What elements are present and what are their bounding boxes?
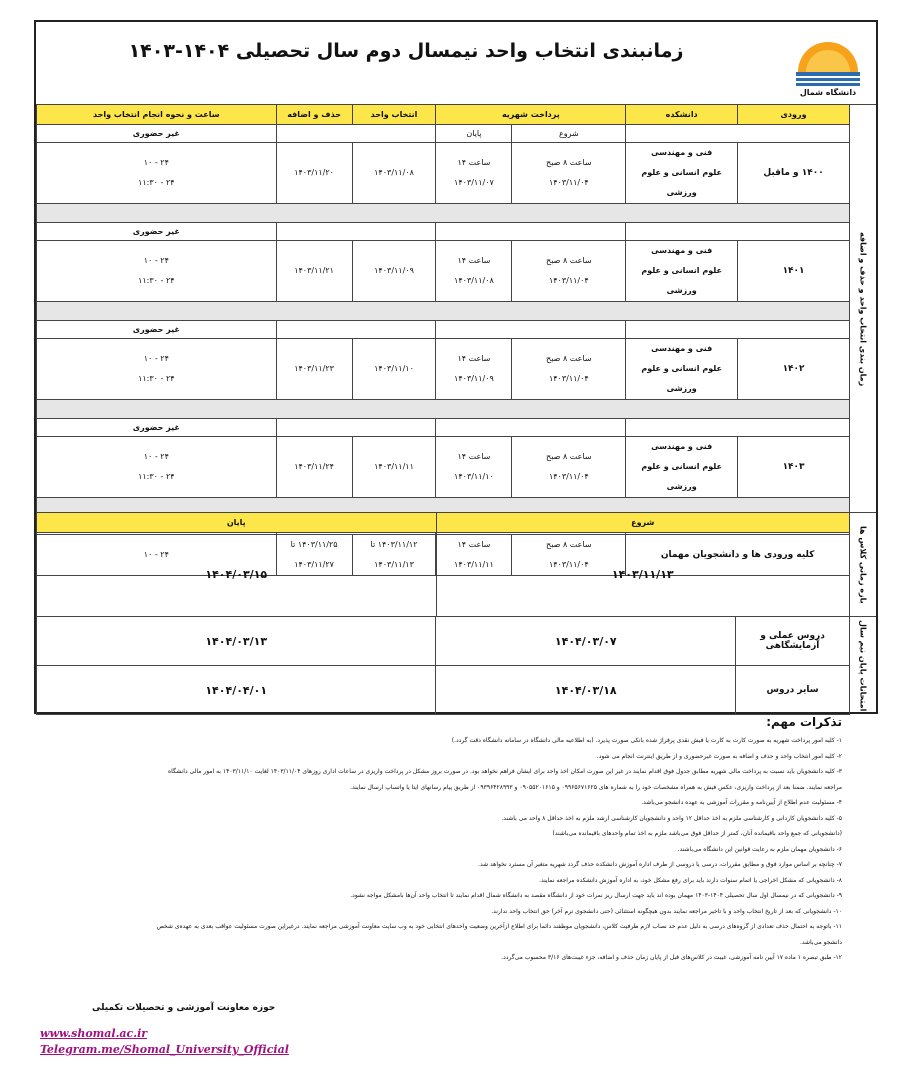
exam-other-start: ۱۴۰۴/۰۳/۱۸ — [436, 666, 736, 715]
blank-cell — [626, 223, 850, 241]
payment-end-cell — [436, 143, 512, 204]
table-row — [37, 437, 850, 498]
cell-line: ساعت ۱۴ — [457, 256, 491, 265]
cell-line: فنی و مهندسی — [651, 246, 713, 255]
cell-line: ۱۴۰۳/۱۱/۰۴ — [548, 178, 589, 187]
table-row — [37, 241, 850, 302]
classes-start-label: شروع — [436, 513, 850, 533]
cell-line: علوم انسانی و علوم ورزشی — [641, 168, 722, 197]
payment-start-cell — [512, 143, 626, 204]
faculty-cell — [626, 437, 738, 498]
cell-line: ۱۴۰۳/۱۱/۰۷ — [454, 178, 494, 187]
add-drop-cell — [276, 143, 352, 204]
method-row — [37, 125, 850, 143]
notes-section — [38, 715, 842, 966]
cell-line: ۱۴۰۳/۱۱/۰۹ — [454, 374, 494, 383]
cell-line: ساعت ۸ صبح — [546, 256, 592, 265]
cell-line: ۱۴۰۳/۱۱/۰۸ — [374, 168, 414, 177]
cell-line: فنی و مهندسی — [651, 148, 713, 157]
cell-line: ۱۴۰۳/۱۱/۲۰ — [294, 168, 334, 177]
entry-cell: کلیه ورودی ها و دانشجویان مهمان — [626, 535, 850, 576]
notes-title: تذکرات مهم: — [766, 715, 842, 729]
note-item: ۲- کلیه امور انتخاب واحد و حذف و اضافه به صورت غیرحضوری و از طریق اینترنت انجام می شود. — [596, 752, 842, 760]
exam-practical-start: ۱۴۰۴/۰۳/۰۷ — [436, 617, 736, 666]
department-name: حوزه معاونت آموزشی و تحصیلات تکمیلی — [92, 1003, 276, 1013]
cell-line: ساعت ۸ صبح — [546, 452, 592, 461]
note-item: ۳- کلیه دانشجویان باید نسبت به پرداخت مالی شهریه مطابق جدول فوق اقدام نمایند در غیر این صورت امکان اخذ واحد برای ایشان فراهم نخواهد بود. در صورت بروز مشکل در پرداخت واریزی در ساعات اداری روزهای ۱۴۰۳/۱۱/۰۴ لغایت ۱۴۰۳/۱۱/۱۰ به امور مالی دانشگاه — [167, 768, 842, 775]
header — [36, 22, 876, 104]
payment-end-cell — [436, 339, 512, 400]
entry-cell: ۱۴۰۱ — [738, 241, 850, 302]
side-label-classes: بازه زمانی کلاس ها — [849, 512, 876, 617]
payment-start-cell — [512, 339, 626, 400]
cell-line: علوم انسانی و علوم ورزشی — [641, 462, 722, 491]
note-item: ۶- دانشجویان مهمان ملزم به رعایت قوانین این دانشگاه می‌باشند. — [677, 845, 842, 853]
payment-end-cell — [436, 241, 512, 302]
separator-row — [37, 400, 850, 419]
payment-start-cell — [512, 241, 626, 302]
logo-text: دانشگاه شمال — [799, 88, 857, 97]
cell-line: ساعت ۱۴ — [457, 540, 491, 549]
schedule-frame — [34, 20, 878, 714]
blank-cell — [436, 419, 626, 437]
cell-line: ۱۴۰۳/۱۱/۰۴ — [548, 276, 589, 285]
side-label-exams: امتحانات پایان نیم سال — [849, 616, 876, 715]
classes-table — [36, 512, 850, 617]
page-title: زمانبندی انتخاب واحد نیمسال دوم سال تحصیلی ۱۴۰۴-۱۴۰۳ — [128, 40, 684, 62]
entry-cell: ۱۴۰۲ — [738, 339, 850, 400]
cell-line: ۱۴۰۳/۱۱/۲۵ تا — [290, 540, 338, 549]
method-cell: غیر حضوری — [37, 125, 277, 143]
cell-line: ۱۴۰۳/۱۱/۱۰ — [374, 364, 414, 373]
note-item: ۵- کلیه دانشجویان کاردانی و کارشناسی ملزم به اخذ حداقل ۱۲ واحد و دانشجویان کارشناسی ارشد ملزم به اخذ حداقل ۸ واحد می باشند. — [501, 814, 842, 822]
cell-line: ساعت ۸ صبح — [546, 540, 592, 549]
times-cell — [37, 241, 277, 302]
selection-cell — [352, 339, 436, 400]
table-row — [37, 339, 850, 400]
method-row — [37, 419, 850, 437]
header-time-method: ساعت و نحوه انجام انتخاب واحد — [37, 105, 277, 125]
cell-line: ۱۴۰۳/۱۱/۰۹ — [374, 266, 414, 275]
faculty-cell — [626, 143, 738, 204]
cell-line: علوم انسانی و علوم ورزشی — [641, 364, 722, 393]
cell-line: ۱۴۰۳/۱۱/۱۳ — [374, 560, 414, 569]
times-cell — [37, 143, 277, 204]
payment-start-cell — [512, 437, 626, 498]
separator-row — [37, 204, 850, 223]
cell-line: ساعت ۱۴ — [457, 452, 491, 461]
header-faculty: دانشکده — [626, 105, 738, 125]
selection-cell — [352, 437, 436, 498]
note-item: دانشجو می‌باشد. — [799, 938, 842, 946]
blank-cell — [436, 321, 626, 339]
cell-line: ۲۴ - ۱۰ — [143, 550, 169, 559]
cell-line: ۲۴ - ۱۱:۳۰ — [138, 178, 175, 187]
cell-line: ساعت ۸ صبح — [546, 354, 592, 363]
exam-other-label: سایر دروس — [736, 666, 850, 715]
header-add-drop: حذف و اضافه — [276, 105, 352, 125]
cell-line: ۱۴۰۳/۱۱/۲۱ — [294, 266, 334, 275]
header-row — [37, 105, 850, 125]
faculty-cell — [626, 339, 738, 400]
cell-line: ۲۴ - ۱۰ — [143, 452, 169, 461]
note-item: ۱۱- باتوجه به احتمال حذف تعدادی از گروه‌های درسی به دلیل عدم حد نصاب لازم ظرفیت کلاس، دانشجویان موظفند دائما برای اطلاع ازآخرین وضعیت واحدهای انتخابی خود به وب سایت معاونت آموزشی مراجعه نمایند. درغیراین صورت مسئولیت عواقب بعدی به عهده‌ی شخص — [156, 923, 842, 930]
payment-end-cell — [436, 437, 512, 498]
cell-line: ساعت ۸ صبح — [546, 158, 592, 167]
blank-cell — [276, 321, 436, 339]
cell-line: ۲۴ - ۱۰ — [143, 354, 169, 363]
note-item: ۴- مسئولیت عدم اطلاع از آیین‌نامه و مقررات آموزشی به عهده دانشجو می‌باشد. — [641, 799, 842, 806]
method-row — [37, 321, 850, 339]
note-item: ۱- کلیه امور پرداخت شهریه به صورت کارت به کارت یا فیش نقدی پرفراژ شده بانکی صورت پذیرد. (به اطلاعیه مالی دانشگاه در سامانه دانشگاه دقت گردد.) — [451, 737, 842, 744]
method-cell: غیر حضوری — [37, 419, 277, 437]
times-cell — [37, 339, 277, 400]
cell-line: علوم انسانی و علوم ورزشی — [641, 266, 722, 295]
website-link[interactable]: www.shomal.ac.ir — [40, 1027, 148, 1040]
method-cell: غیر حضوری — [37, 223, 277, 241]
cell-line: ۲۴ - ۱۱:۳۰ — [138, 374, 175, 383]
entry-cell: ۱۴۰۰ و ماقبل — [738, 143, 850, 204]
selection-cell — [352, 143, 436, 204]
cell-line: ۱۴۰۳/۱۱/۱۰ — [454, 472, 494, 481]
blank-cell — [626, 125, 850, 143]
faculty-cell — [626, 241, 738, 302]
cell-line: ۱۴۰۳/۱۱/۲۳ — [294, 364, 334, 373]
note-item: (دانشجویانی که جمع واحد باقیمانده آنان، کمتر از حداقل فوق می‌باشد ملزم به اخذ تمام واحدهای باقیمانده می‌باشند) — [552, 830, 842, 837]
classes-start-date: ۱۴۰۳/۱۱/۱۳ — [436, 533, 850, 617]
header-payment: پرداخت شهریه — [436, 105, 626, 125]
header-entry: ورودی — [738, 105, 850, 125]
subheader-end: پایان — [436, 125, 512, 143]
cell-line: ۱۴۰۳/۱۱/۲۷ — [294, 560, 334, 569]
cell-line: ۱۴۰۳/۱۱/۰۴ — [548, 472, 589, 481]
add-drop-cell — [276, 339, 352, 400]
add-drop-cell — [276, 241, 352, 302]
separator-row — [37, 302, 850, 321]
add-drop-cell — [276, 437, 352, 498]
exam-practical-label: دروس عملی و آزمایشگاهی — [736, 617, 850, 666]
classes-end-label: پایان — [37, 513, 437, 533]
method-cell: غیر حضوری — [37, 321, 277, 339]
blank-cell — [626, 419, 850, 437]
blank-cell — [436, 223, 626, 241]
cell-line: ۱۴۰۳/۱۱/۲۴ — [294, 462, 334, 471]
cell-line: ۲۴ - ۱۰ — [143, 158, 169, 167]
note-item: ۷- چنانچه بر اساس موارد فوق و مطابق مقررات، درسی یا دروسی از طرف اداره آموزش دانشکده حذف گردد شهریه متغیر آن مسترد نخواهد شد. — [478, 861, 842, 868]
method-cell: غیر حضوری — [37, 517, 277, 535]
note-item: ۹- دانشجویانی که در نیمسال اول سال تحصیلی ۱۴۰۴-۱۴۰۳ مهمان بوده اند باید جهت ارسال ریز نمرات خود از دانشگاه مقصد به دانشگاه شمال اقدام نمایند تا انتخاب واحد آن‌ها بامشکل مواجه نشود. — [350, 892, 842, 899]
cell-line: فنی و مهندسی — [651, 344, 713, 353]
note-item: مراجعه نمایند. ضمنا بعد از پرداخت واریزی، عکس فیش به همراه مشخصات خود را به شماره های ۰۹۹۶۵۶۷۱۶۲۵ و ۰۹۰۵۵۲۰۱۶۱۵ و ۰۹۳۹۶۴۲۸۹۹۳ از طریق پیام رسانهای ایتا یا واتساپ ارسال نمایند. — [350, 783, 842, 791]
cell-line: ۱۴۰۳/۱۱/۰۴ — [548, 374, 589, 383]
header-selection: انتخاب واحد — [352, 105, 436, 125]
times-cell — [37, 437, 277, 498]
cell-line: ۲۴ - ۱۱:۳۰ — [138, 276, 175, 285]
cell-line: ۲۴ - ۱۱:۳۰ — [138, 472, 175, 481]
blank-cell — [276, 223, 436, 241]
exams-table — [36, 616, 850, 715]
note-item: ۸- دانشجویانی که مشکل اخراجی یا اتمام سنوات دارند باید برای رفع مشکل خود، به اداره آموزش دانشکده مراجعه نمایند. — [539, 876, 842, 884]
table-row — [37, 143, 850, 204]
exam-other-end: ۱۴۰۴/۰۴/۰۱ — [37, 666, 436, 715]
telegram-link[interactable]: Telegram.me/Shomal_University_Official — [40, 1043, 289, 1056]
cell-line: ۱۴۰۳/۱۱/۰۴ — [548, 560, 589, 569]
cell-line: ساعت ۱۴ — [457, 158, 491, 167]
university-logo — [788, 26, 868, 102]
blank-cell — [276, 125, 436, 143]
cell-line: ۱۴۰۳/۱۱/۱۲ تا — [370, 540, 418, 549]
cell-line: ۱۴۰۳/۱۱/۰۸ — [454, 276, 494, 285]
blank-cell — [276, 419, 436, 437]
method-row — [37, 223, 850, 241]
exam-practical-end: ۱۴۰۴/۰۳/۱۳ — [37, 617, 436, 666]
cell-line: ۲۴ - ۱۰ — [143, 256, 169, 265]
note-item: ۱۰- دانشجویانی که بعد از تاریخ انتخاب واحد و با تاخیر مراجعه نمایند بدون هیچگونه استثنائی (حتی دانشجوی ترم آخر) حق انتخاب واحد ندارند. — [491, 907, 842, 915]
schedule-table — [36, 104, 850, 576]
entry-cell: ۱۴۰۳ — [738, 437, 850, 498]
cell-line: ۱۴۰۳/۱۱/۱۱ — [374, 462, 414, 471]
selection-cell — [352, 241, 436, 302]
classes-end-date: ۱۴۰۴/۰۳/۱۵ — [37, 533, 437, 617]
blank-cell — [626, 321, 850, 339]
side-label-schedule: زمان بندی انتخاب واحد و حذف و اضافه — [849, 104, 876, 513]
cell-line: فنی و مهندسی — [651, 442, 713, 451]
cell-line: ۱۴۰۳/۱۱/۱۱ — [454, 560, 494, 569]
note-item: ۱۲- طبق تبصره ۱ ماده ۱۷ آیین نامه آموزشی، غیبت در کلاس‌های قبل از پایان زمان حذف و اضافه، جزء غیبت‌های ۳/۱۶ محسوب می‌گردد. — [501, 954, 842, 961]
subheader-start: شروع — [512, 125, 626, 143]
cell-line: ساعت ۱۴ — [457, 354, 491, 363]
